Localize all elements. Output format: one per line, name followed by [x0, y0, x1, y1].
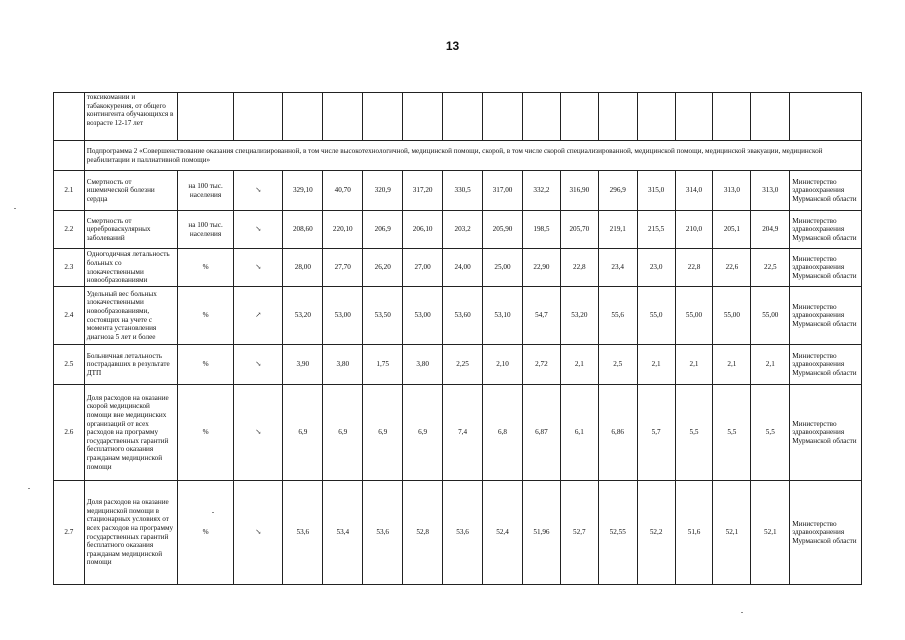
- value-cell: 5,7: [637, 385, 675, 481]
- trend-arrow-icon: ↘: [234, 385, 283, 481]
- unit-cell: %: [177, 481, 233, 585]
- value-cell: 3,90: [283, 345, 323, 385]
- value-cell: 52,8: [403, 481, 443, 585]
- value-cell: 22,6: [713, 249, 751, 287]
- table-row: [54, 385, 862, 481]
- row-number-cell: 2.2: [54, 211, 85, 249]
- value-cell: 208,60: [283, 211, 323, 249]
- row-number-cell: 2.7: [54, 481, 85, 585]
- value-cell: 2,1: [637, 345, 675, 385]
- value-cell: 54,7: [522, 287, 560, 345]
- value-cell: 28,00: [283, 249, 323, 287]
- value-cell: 6,1: [560, 385, 598, 481]
- value-cell: 53,20: [560, 287, 598, 345]
- unit-cell: %: [177, 385, 233, 481]
- value-cell: 6,87: [522, 385, 560, 481]
- value-cell: 206,10: [403, 211, 443, 249]
- row-number-cell: [54, 93, 85, 141]
- trend-arrow-icon: ↗: [234, 287, 283, 345]
- value-cell: 2,1: [713, 345, 751, 385]
- responsible-cell: Министерство здравоохранения Мурманской области: [790, 211, 862, 249]
- value-cell: 313,0: [751, 171, 790, 211]
- value-cell: 52,1: [751, 481, 790, 585]
- table-row: [54, 345, 862, 385]
- value-cell: 329,10: [283, 171, 323, 211]
- value-cell: 27,70: [323, 249, 363, 287]
- value-cell: 5,5: [751, 385, 790, 481]
- unit-cell: [177, 93, 233, 141]
- value-cell: 1,75: [363, 345, 403, 385]
- value-cell: 203,2: [443, 211, 483, 249]
- value-cell: 23,0: [637, 249, 675, 287]
- value-cell: 55,0: [637, 287, 675, 345]
- value-cell: [483, 93, 523, 141]
- value-cell: 6,9: [403, 385, 443, 481]
- indicator-cell: Больничная летальность пострадавших в результате ДТП: [84, 345, 177, 385]
- row-number-cell: 2.4: [54, 287, 85, 345]
- value-cell: [443, 93, 483, 141]
- table-row-continued: [54, 93, 862, 141]
- scan-speck: [741, 612, 743, 613]
- indicator-cell: Одногодичная летальность больных со злокачественными новообразованиями: [84, 249, 177, 287]
- value-cell: 198,5: [522, 211, 560, 249]
- value-cell: 53,50: [363, 287, 403, 345]
- table-row: [54, 481, 862, 585]
- value-cell: [283, 93, 323, 141]
- indicator-cell: Удельный вес больных злокачественными новообразованиями, состоящих на учете с момента установления диагноза 5 лет и более: [84, 287, 177, 345]
- value-cell: 3,80: [403, 345, 443, 385]
- value-cell: [403, 93, 443, 141]
- value-cell: [598, 93, 637, 141]
- value-cell: [522, 93, 560, 141]
- value-cell: 314,0: [675, 171, 713, 211]
- indicator-cell: Смертность от цереброваскулярных заболеваний: [84, 211, 177, 249]
- value-cell: 25,00: [483, 249, 523, 287]
- value-cell: 5,5: [675, 385, 713, 481]
- value-cell: 40,70: [323, 171, 363, 211]
- value-cell: 22,5: [751, 249, 790, 287]
- value-cell: 53,10: [483, 287, 523, 345]
- table-row: [54, 287, 862, 345]
- value-cell: 51,96: [522, 481, 560, 585]
- value-cell: 5,5: [713, 385, 751, 481]
- value-cell: 2,25: [443, 345, 483, 385]
- value-cell: 52,2: [637, 481, 675, 585]
- value-cell: 332,2: [522, 171, 560, 211]
- value-cell: 55,00: [713, 287, 751, 345]
- scan-speck: [14, 208, 16, 209]
- scan-speck: [28, 488, 30, 489]
- trend-arrow-icon: ↘: [234, 249, 283, 287]
- value-cell: [713, 93, 751, 141]
- row-number-cell: 2.1: [54, 171, 85, 211]
- unit-cell: на 100 тыс. населения: [177, 211, 233, 249]
- value-cell: 6,9: [323, 385, 363, 481]
- value-cell: 52,7: [560, 481, 598, 585]
- value-cell: 204,9: [751, 211, 790, 249]
- indicator-cell: Доля расходов на оказание медицинской помощи в стационарных условиях от всех расходов на программу государственных гарантий бесплатного оказания гражданам медицинской помощи: [84, 481, 177, 585]
- value-cell: 313,0: [713, 171, 751, 211]
- value-cell: 330,5: [443, 171, 483, 211]
- value-cell: 205,90: [483, 211, 523, 249]
- unit-cell: %: [177, 345, 233, 385]
- value-cell: [675, 93, 713, 141]
- value-cell: 53,60: [443, 287, 483, 345]
- unit-cell: на 100 тыс. населения: [177, 171, 233, 211]
- row-number-cell: 2.6: [54, 385, 85, 481]
- indicator-cell: токсикомании и табакокурения, от общего контингента обучающихся в возрасте 12-17 лет: [84, 93, 177, 141]
- responsible-cell: Министерство здравоохранения Мурманской области: [790, 481, 862, 585]
- trend-arrow-icon: ↘: [234, 211, 283, 249]
- value-cell: 22,8: [560, 249, 598, 287]
- indicator-cell: Смертность от ишемической болезни сердца: [84, 171, 177, 211]
- value-cell: 52,4: [483, 481, 523, 585]
- table-row: [54, 249, 862, 287]
- value-cell: 22,90: [522, 249, 560, 287]
- value-cell: 53,00: [403, 287, 443, 345]
- value-cell: 2,1: [751, 345, 790, 385]
- trend-arrow-icon: ↘: [234, 481, 283, 585]
- value-cell: 53,6: [363, 481, 403, 585]
- value-cell: 27,00: [403, 249, 443, 287]
- value-cell: [751, 93, 790, 141]
- value-cell: 26,20: [363, 249, 403, 287]
- value-cell: 2,1: [675, 345, 713, 385]
- value-cell: 6,86: [598, 385, 637, 481]
- value-cell: 219,1: [598, 211, 637, 249]
- table-row: [54, 211, 862, 249]
- value-cell: 24,00: [443, 249, 483, 287]
- trend-arrow-icon: ↘: [234, 345, 283, 385]
- value-cell: 317,20: [403, 171, 443, 211]
- value-cell: 52,1: [713, 481, 751, 585]
- value-cell: 296,9: [598, 171, 637, 211]
- table-row: [54, 171, 862, 211]
- value-cell: 205,70: [560, 211, 598, 249]
- value-cell: 52,55: [598, 481, 637, 585]
- value-cell: 205,1: [713, 211, 751, 249]
- row-number-cell: 2.3: [54, 249, 85, 287]
- unit-cell: %: [177, 249, 233, 287]
- responsible-cell: Министерство здравоохранения Мурманской области: [790, 249, 862, 287]
- value-cell: 23,4: [598, 249, 637, 287]
- responsible-cell: Министерство здравоохранения Мурманской области: [790, 287, 862, 345]
- value-cell: 2,5: [598, 345, 637, 385]
- value-cell: 210,0: [675, 211, 713, 249]
- value-cell: 315,0: [637, 171, 675, 211]
- value-cell: 55,00: [675, 287, 713, 345]
- value-cell: [323, 93, 363, 141]
- value-cell: 7,4: [443, 385, 483, 481]
- value-cell: 55,6: [598, 287, 637, 345]
- value-cell: [363, 93, 403, 141]
- value-cell: 2,10: [483, 345, 523, 385]
- value-cell: 317,00: [483, 171, 523, 211]
- scan-speck: [212, 512, 214, 513]
- value-cell: 51,6: [675, 481, 713, 585]
- row-number-cell: [54, 141, 85, 171]
- indicator-cell: Доля расходов на оказание скорой медицинской помощи вне медицинских организаций от всех расходов на программу государственных гарантий бесплатного оказания гражданам медицинской помощи: [84, 385, 177, 481]
- value-cell: 215,5: [637, 211, 675, 249]
- unit-cell: %: [177, 287, 233, 345]
- row-number-cell: 2.5: [54, 345, 85, 385]
- value-cell: [560, 93, 598, 141]
- value-cell: 320,9: [363, 171, 403, 211]
- subprogram-row: [54, 141, 862, 171]
- trend-arrow-icon: ↘: [234, 171, 283, 211]
- trend-cell: [234, 93, 283, 141]
- value-cell: 6,9: [363, 385, 403, 481]
- page-number: 13: [445, 39, 460, 53]
- value-cell: 6,8: [483, 385, 523, 481]
- responsible-cell: [790, 93, 862, 141]
- value-cell: 53,6: [443, 481, 483, 585]
- value-cell: 316,90: [560, 171, 598, 211]
- value-cell: 2,1: [560, 345, 598, 385]
- value-cell: 53,00: [323, 287, 363, 345]
- value-cell: 206,9: [363, 211, 403, 249]
- value-cell: 55,00: [751, 287, 790, 345]
- responsible-cell: Министерство здравоохранения Мурманской области: [790, 345, 862, 385]
- responsible-cell: Министерство здравоохранения Мурманской области: [790, 171, 862, 211]
- value-cell: 53,6: [283, 481, 323, 585]
- value-cell: 53,20: [283, 287, 323, 345]
- responsible-cell: Министерство здравоохранения Мурманской области: [790, 385, 862, 481]
- value-cell: 3,80: [323, 345, 363, 385]
- value-cell: 53,4: [323, 481, 363, 585]
- subprogram-title: Подпрограмма 2 «Совершенствование оказания специализированной, в том числе высокотехнологичной, медицинской помощи, скорой, в том числе скорой специализированной, медицинской помощи, медицинской эвакуации, медицинской реабилитации и паллиативной помощи»: [84, 141, 861, 171]
- value-cell: 220,10: [323, 211, 363, 249]
- value-cell: 22,8: [675, 249, 713, 287]
- value-cell: 6,9: [283, 385, 323, 481]
- indicators-table: [53, 92, 862, 585]
- value-cell: 2,72: [522, 345, 560, 385]
- value-cell: [637, 93, 675, 141]
